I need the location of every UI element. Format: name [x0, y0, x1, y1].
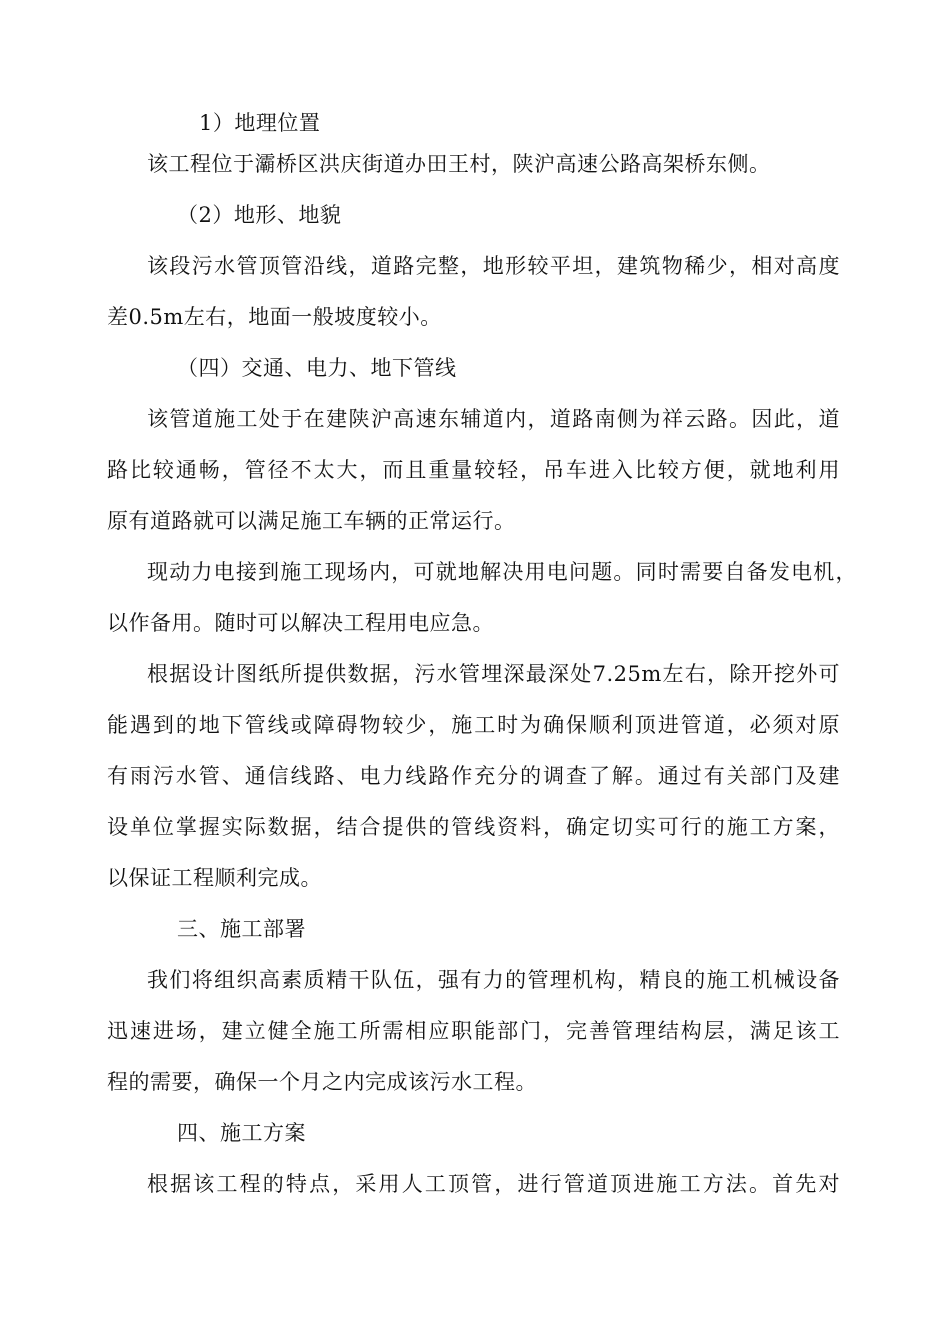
heading-terrain: （2）地形、地貌	[177, 203, 342, 227]
paragraph-line: 根据该工程的特点，采用人工顶管，进行管道顶进施工方法。首先对	[147, 1172, 840, 1196]
paragraph-line: 迅速进场，建立健全施工所需相应职能部门，完善管理结构层，满足该工	[107, 1019, 840, 1043]
paragraph-line: 现动力电接到施工现场内，可就地解决用电问题。同时需要自备发电机，	[147, 560, 857, 584]
paragraph-line: 我们将组织高素质精干队伍，强有力的管理机构，精良的施工机械设备	[147, 968, 840, 992]
heading-deployment: 三、施工部署	[177, 917, 306, 941]
paragraph-line: 设单位掌握实际数据，结合提供的管线资料，确定切实可行的施工方案，	[107, 815, 840, 839]
heading-traffic: （四）交通、电力、地下管线	[177, 356, 457, 380]
paragraph-line: 该段污水管顶管沿线，道路完整，地形较平坦，建筑物稀少，相对高度	[147, 254, 840, 278]
paragraph-line: 以保证工程顺利完成。	[107, 866, 322, 890]
paragraph-line: 以作备用。随时可以解决工程用电应急。	[107, 611, 494, 635]
paragraph-line: 程的需要，确保一个月之内完成该污水工程。	[107, 1070, 537, 1094]
paragraph-line: 差0.5m左右，地面一般坡度较小。	[107, 305, 442, 329]
paragraph-line: 能遇到的地下管线或障碍物较少，施工时为确保顺利顶进管道，必须对原	[107, 713, 840, 737]
paragraph-line: 原有道路就可以满足施工车辆的正常运行。	[107, 509, 516, 533]
paragraph-line: 路比较通畅，管径不太大，而且重量较轻，吊车进入比较方便，就地利用	[107, 458, 840, 482]
paragraph-line: 该管道施工处于在建陕沪高速东辅道内，道路南侧为祥云路。因此，道	[147, 407, 840, 431]
paragraph-line: 该工程位于灞桥区洪庆街道办田王村，陕沪高速公路高架桥东侧。	[147, 152, 771, 176]
heading-plan: 四、施工方案	[177, 1121, 306, 1145]
heading-location: 1）地理位置	[199, 111, 321, 135]
paragraph-line: 根据设计图纸所提供数据，污水管埋深最深处7.25m左右，除开挖外可	[147, 662, 840, 686]
paragraph-line: 有雨污水管、通信线路、电力线路作充分的调查了解。通过有关部门及建	[107, 764, 840, 788]
